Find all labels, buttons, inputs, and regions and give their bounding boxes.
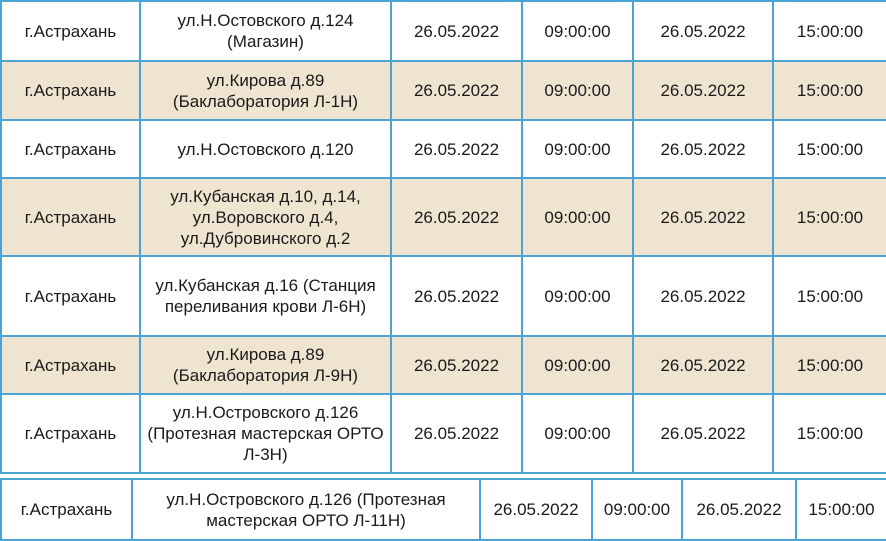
end-date-cell: 26.05.2022 <box>633 394 773 473</box>
table-row <box>1 178 886 256</box>
city-cell: г.Астрахань <box>1 479 132 540</box>
address-cell: ул.Кирова д.89 (Баклаборатория Л-1Н) <box>140 61 391 120</box>
end-date-cell: 26.05.2022 <box>633 1 773 61</box>
table-row <box>1 394 886 473</box>
address-cell: ул.Н.Остовского д.124 (Магазин) <box>140 1 391 61</box>
end-time-cell: 15:00:00 <box>773 178 886 256</box>
city-cell: г.Астрахань <box>1 120 140 178</box>
table-row <box>1 1 886 61</box>
start-date-cell: 26.05.2022 <box>391 120 522 178</box>
city-cell: г.Астрахань <box>1 336 140 394</box>
city-cell: г.Астрахань <box>1 394 140 473</box>
end-time-cell: 15:00:00 <box>773 336 886 394</box>
start-time-cell: 09:00:00 <box>522 336 633 394</box>
start-time-cell: 09:00:00 <box>592 479 682 540</box>
city-cell: г.Астрахань <box>1 61 140 120</box>
start-date-cell: 26.05.2022 <box>480 479 592 540</box>
end-date-cell: 26.05.2022 <box>633 61 773 120</box>
end-time-cell: 15:00:00 <box>773 1 886 61</box>
city-cell: г.Астрахань <box>1 256 140 336</box>
end-date-cell: 26.05.2022 <box>633 336 773 394</box>
city-cell: г.Астрахань <box>1 1 140 61</box>
end-date-cell: 26.05.2022 <box>633 120 773 178</box>
address-cell: ул.Н.Островского д.126 (Протезная мастерская ОРТО Л-3Н) <box>140 394 391 473</box>
start-date-cell: 26.05.2022 <box>391 61 522 120</box>
city-cell: г.Астрахань <box>1 178 140 256</box>
start-time-cell: 09:00:00 <box>522 120 633 178</box>
end-time-cell: 15:00:00 <box>773 256 886 336</box>
address-cell: ул.Н.Остовского д.120 <box>140 120 391 178</box>
start-time-cell: 09:00:00 <box>522 256 633 336</box>
address-cell: ул.Н.Островского д.126 (Протезная мастерская ОРТО Л-11Н) <box>132 479 480 540</box>
start-time-cell: 09:00:00 <box>522 178 633 256</box>
address-cell: ул.Кубанская д.10, д.14, ул.Воровского д.4, ул.Дубровинского д.2 <box>140 178 391 256</box>
end-time-cell: 15:00:00 <box>773 120 886 178</box>
end-time-cell: 15:00:00 <box>773 394 886 473</box>
start-date-cell: 26.05.2022 <box>391 394 522 473</box>
outage-schedule-extra-table <box>0 478 886 541</box>
end-date-cell: 26.05.2022 <box>633 256 773 336</box>
address-cell: ул.Кирова д.89 (Баклаборатория Л-9Н) <box>140 336 391 394</box>
address-cell: ул.Кубанская д.16 (Станция переливания крови Л-6Н) <box>140 256 391 336</box>
table-row <box>1 120 886 178</box>
start-date-cell: 26.05.2022 <box>391 336 522 394</box>
table-row <box>1 256 886 336</box>
end-time-cell: 15:00:00 <box>773 61 886 120</box>
end-date-cell: 26.05.2022 <box>633 178 773 256</box>
start-date-cell: 26.05.2022 <box>391 256 522 336</box>
start-time-cell: 09:00:00 <box>522 394 633 473</box>
table-row <box>1 336 886 394</box>
table-row <box>1 61 886 120</box>
end-time-cell: 15:00:00 <box>796 479 886 540</box>
start-date-cell: 26.05.2022 <box>391 178 522 256</box>
table-row <box>1 479 886 540</box>
start-time-cell: 09:00:00 <box>522 61 633 120</box>
start-time-cell: 09:00:00 <box>522 1 633 61</box>
start-date-cell: 26.05.2022 <box>391 1 522 61</box>
end-date-cell: 26.05.2022 <box>682 479 796 540</box>
